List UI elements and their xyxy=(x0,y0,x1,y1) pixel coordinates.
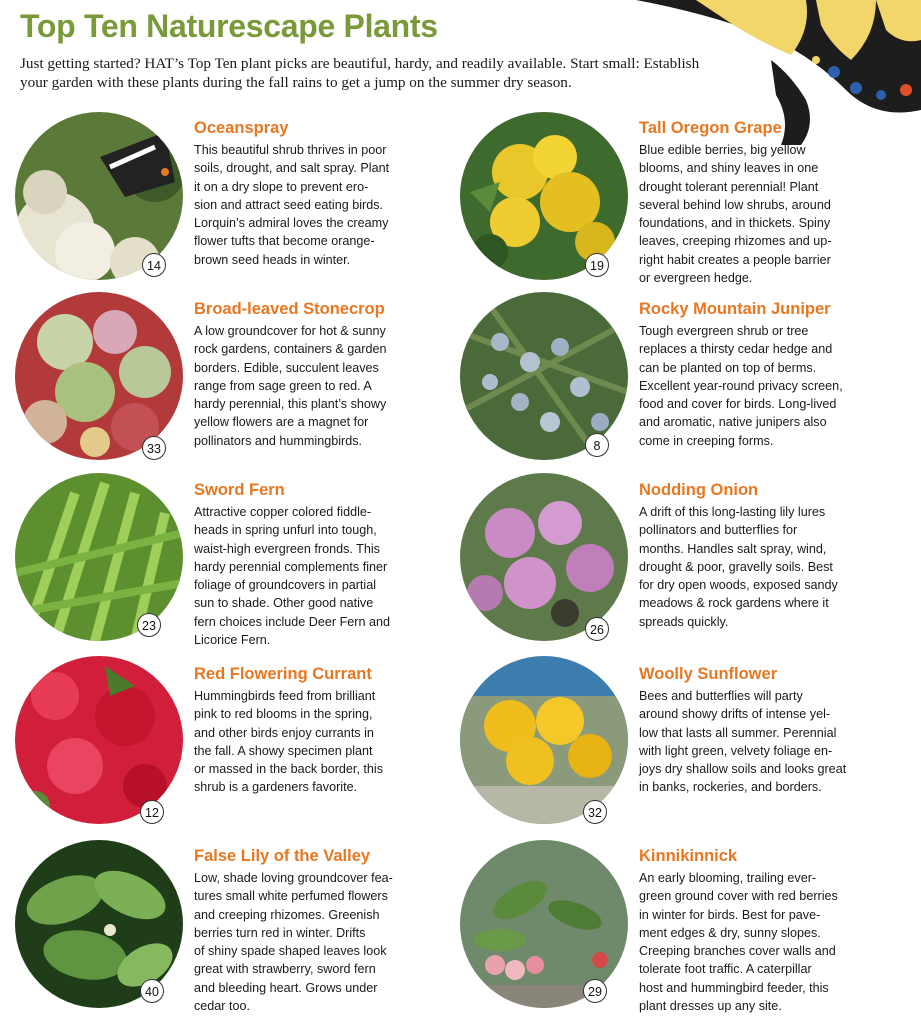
plant-description: Hummingbirds feed from brilliant pink to red blooms in the spring, and other birds enjoy currants in the fall. A showy specimen plant or massed in the back border, this shrub is a gardeners favorite. xyxy=(194,689,384,795)
page-number-badge: 14 xyxy=(142,253,166,277)
plant-description: An early blooming, trailing ever- green ground cover with red berries in winter for birds. Best for pave- ment edges & dry, sunny slopes. Creeping branches cover walls and tolerate foot traffic. A caterpillar host and hummingbird feeder, this plant dresses up any site. xyxy=(639,871,838,1014)
page-number-badge: 26 xyxy=(585,617,609,641)
red-flowers-photo xyxy=(15,656,183,824)
page-number-badge: 19 xyxy=(585,253,609,277)
plant-description: This beautiful shrub thrives in poor soils, drought, and salt spray. Plant it on a dry slope to prevent ero- sion and attract seed eating birds. Lorquin’s admiral loves the creamy flower tufts that become orange- brown seed heads in winter. xyxy=(194,143,390,267)
page-number-badge: 12 xyxy=(140,800,164,824)
plant-name: False Lily of the Valley xyxy=(194,847,371,865)
page-title: Top Ten Naturescape Plants xyxy=(20,8,438,44)
plant-name: Oceanspray xyxy=(194,119,289,137)
page-number-badge: 8 xyxy=(585,433,609,457)
plant-name: Nodding Onion xyxy=(639,481,759,499)
plant-name: Broad-leaved Stonecrop xyxy=(194,300,385,318)
plant-description: Bees and butterflies will party around showy drifts of intense yel- low that lasts all summer. Perennial with light green, velvety foliage en- joys dry shallow soils and looks great in banks, rockeries, and borders. xyxy=(639,689,847,795)
intro-paragraph: Just getting started? HAT’s Top Ten plant picks are beautiful, hardy, and readily available. Start small: Establish your garden with these plants during the fall rains to get a jump on the summer dry season. xyxy=(20,55,700,91)
plant-name: Kinnikinnick xyxy=(639,847,738,865)
plant-name: Tall Oregon Grape xyxy=(639,119,782,137)
pink-onion-flowers-photo xyxy=(460,473,628,641)
plant-description: Attractive copper colored fiddle- heads in spring unfurl into tough, waist-high evergreen fronds. This hardy perennial complements finer foliage of groundcovers in partial sun to shade. Other good native fern choices include Deer Fern and Licorice Fern. xyxy=(194,505,391,648)
page-number-badge: 32 xyxy=(583,800,607,824)
plant-description: Low, shade loving groundcover fea- tures small white perfumed flowers and creeping rhizomes. Greenish berries turn red in winter. Drifts of shiny spade shaped leaves look great with strawberry, sword fern and bleeding heart. Grows under cedar too. xyxy=(194,871,393,1014)
plant-description: A low groundcover for hot & sunny rock gardens, containers & garden borders. Edible, succulent leaves range from sage green to red. A hardy perennial, this plant’s showy yellow flowers are a magnet for pollinators and hummingbirds. xyxy=(194,324,387,448)
page-number-badge: 29 xyxy=(583,979,607,1003)
plant-name: Rocky Mountain Juniper xyxy=(639,300,831,318)
yellow-sunflower-photo xyxy=(460,656,628,824)
plant-name: Woolly Sunflower xyxy=(639,665,778,683)
plant-description: Tough evergreen shrub or tree replaces a thirsty cedar hedge and can be planted on top of berms. Excellent year-round privacy screen, food and cover for birds. Long-lived and aromatic, native junipers also come in creeping forms. xyxy=(639,324,843,448)
plant-description: A drift of this long-lasting lily lures pollinators and butterflies for months. Handles salt spray, wind, drought & poor, gravelly soils. Best for dry open woods, exposed sandy meadows & rock gardens where it spreads quickly. xyxy=(639,505,838,629)
succulent-photo xyxy=(15,292,183,460)
plant-name: Red Flowering Currant xyxy=(194,665,372,683)
fern-photo xyxy=(15,473,183,641)
plant-description: Blue edible berries, big yellow blooms, and shiny leaves in one drought tolerant perennial! Plant several behind low shrubs, around foundations, and in thickets. Spiny leaves, creeping rhizomes and up- right habit creates a people barrier or evergreen hedge. xyxy=(639,143,832,286)
page-number-badge: 40 xyxy=(140,979,164,1003)
page-number-badge: 23 xyxy=(137,613,161,637)
page-number-badge: 33 xyxy=(142,436,166,460)
plant-name: Sword Fern xyxy=(194,481,285,499)
